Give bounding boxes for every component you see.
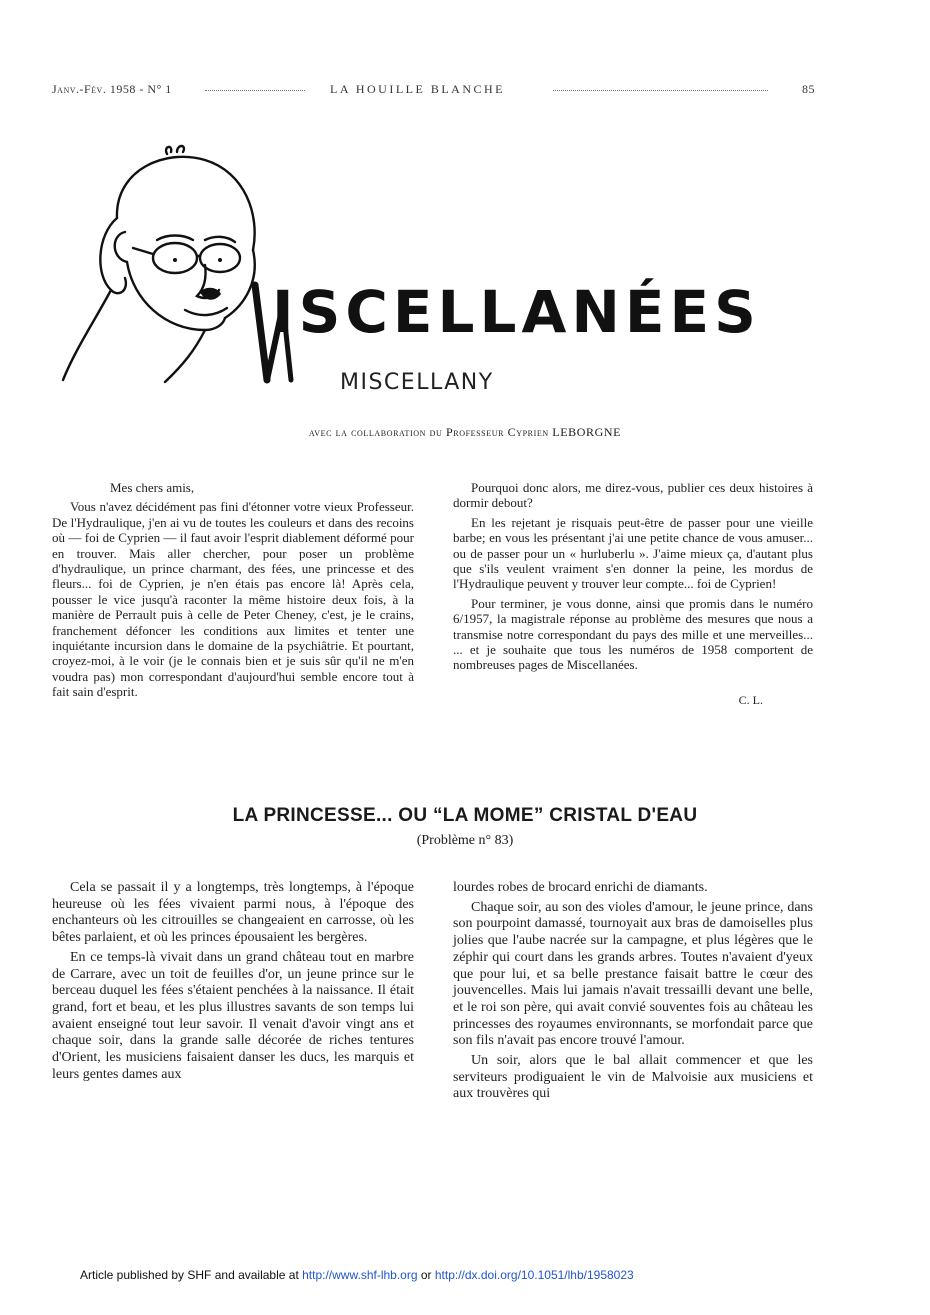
story-paragraph: En ce temps-là vivait dans un grand château tout en marbre de Carrare, avec un toit de feuilles d'or, un jeune prince sur le berceau duquel les fées s'étaient penchées à la naissance. Il était grand, fort et beau, et les plus illustres savants de son temps lui avaient enseigné tout leur savoir. Il venait d'avoir vingt ans et chaque soir, dans la grande salle décorée de riches tentures d'Orient, les musiciens faisaient danser les ducs, les marquis et leurs gentes dames aux (52, 949, 414, 1082)
story-title: LA PRINCESSE... OU “LA MOME” CRISTAL D'EAU (232, 805, 698, 826)
header-rule-right (553, 90, 768, 91)
story-paragraph: Un soir, alors que le bal allait commencer et que les serviteurs prodiguaient le vin de Malvoisie aux musiciens et aux trouvères qui (453, 1053, 813, 1102)
signature-initials: C. L. (738, 692, 763, 707)
problem-number: (Problème n° 83) (416, 833, 514, 848)
section-subtitle-miscellany: MISCELLANY (340, 370, 494, 395)
story-paragraph: Cela se passait il y a longtemps, très longtemps, à l'époque heureuse où les fées vivaient parmi nous, à l'époque des enchanteurs où les citrouilles se changeaient en carrosse, où les bêtes parlaient, et où les princes épousaient les bergères. (52, 880, 414, 946)
intro-right-column (453, 480, 813, 708)
header-rule-left (205, 90, 305, 91)
intro-paragraph: Pour terminer, je vous donne, ainsi que promis dans le numéro 6/1957, la magistrale réponse au problème des mesures que nous a transmise notre correspondant du pays des mille et une merveilles... ... et je souhaite que tous les numéros de 1958 comportent de nombreuses pages de Miscellanées. (453, 595, 813, 673)
section-title-miscellanees: ISCELLANÉES (272, 278, 761, 346)
collaboration-credit: avec la collaboration du Professeur Cyprien LEBORGNE (308, 425, 622, 439)
intro-paragraph: Vous n'avez décidément pas fini d'étonner votre vieux Professeur. De l'Hydraulique, j'en ai vu de toutes les couleurs et dans des recoins où — foi de Cyprien — il faut avoir l'esprit diablement déformé pour en trouver. Mais aller chercher, pour poser un problème d'hydraulique, un prince charmant, des fées, une princesse et des fleurs... foi de Cyprien, je n'en étais pas encore là! Après cela, pousser le vice jusqu'à raconter la même histoire deux fois, à la manière de Perrault puis à celle de Peter Cheney, c'est, je le crains, franchement défoncer les conditions aux limites et tenter une inquiétante incursion dans le domaine de la psychiâtrie. Et pourtant, croyez-moi, à le voir (je le connais bien et je suis sûr qu'il ne m'en voudra pas) mon correspondant d'aujourd'hui semble encore tout à fait sain d'esprit. (52, 499, 414, 700)
intro-paragraph: Pourquoi donc alors, me direz-vous, publier ces deux histoires à dormir debout? (453, 480, 813, 511)
issue-info: Janv.-Fév. 1958 - N° 1 (52, 82, 172, 96)
page-number: 85 (802, 82, 815, 96)
doi-link[interactable]: http://dx.doi.org/10.1051/lhb/1958023 (434, 1268, 634, 1282)
footer-prefix: Article published by SHF and available at (80, 1268, 303, 1282)
intro-left-column (52, 480, 414, 704)
shf-website-link[interactable]: http://www.shf-lhb.org (302, 1268, 418, 1282)
publication-footer (80, 1268, 634, 1282)
professor-caricature-illustration (55, 140, 295, 390)
journal-name: LA HOUILLE BLANCHE (330, 82, 505, 96)
story-paragraph-continuation: lourdes robes de brocard enrichi de diamants. (453, 880, 708, 895)
story-left-column (52, 880, 414, 1086)
salutation: Mes chers amis, (110, 480, 195, 495)
intro-paragraph: En les rejetant je risquais peut-être de passer pour une vieille barbe; en vous les présentant j'ai une petite chance de vous amuser... ou de passer pour un « hurluberlu ». J'aime mieux ça, d'autant plus que s'ils veulent vraiment s'en donner la peine, les mordus de l'Hydraulique peuvent y trouver leur compte... foi de Cyprien! (453, 514, 813, 592)
footer-or: or (417, 1268, 435, 1282)
story-right-column (453, 880, 813, 1106)
story-paragraph: Chaque soir, au son des violes d'amour, le jeune prince, dans son pourpoint damassé, tournoyait aux bras de damoiselles plus jolies que l'aube nacrée sur la campagne, et plus légères que le zéphir qui court dans les grands arbres. Toutes n'avaient d'yeux que pour lui, et sa belle prestance faisait battre le cœur des jouvencelles. Mais lui jamais n'avait tressailli devant une belle, et le roi son père, qui avait convié souventes fois au château les princesses des royaumes environnants, se morfondait parce que son fils n'avait pas encore trouvé l'amour. (453, 899, 813, 1049)
